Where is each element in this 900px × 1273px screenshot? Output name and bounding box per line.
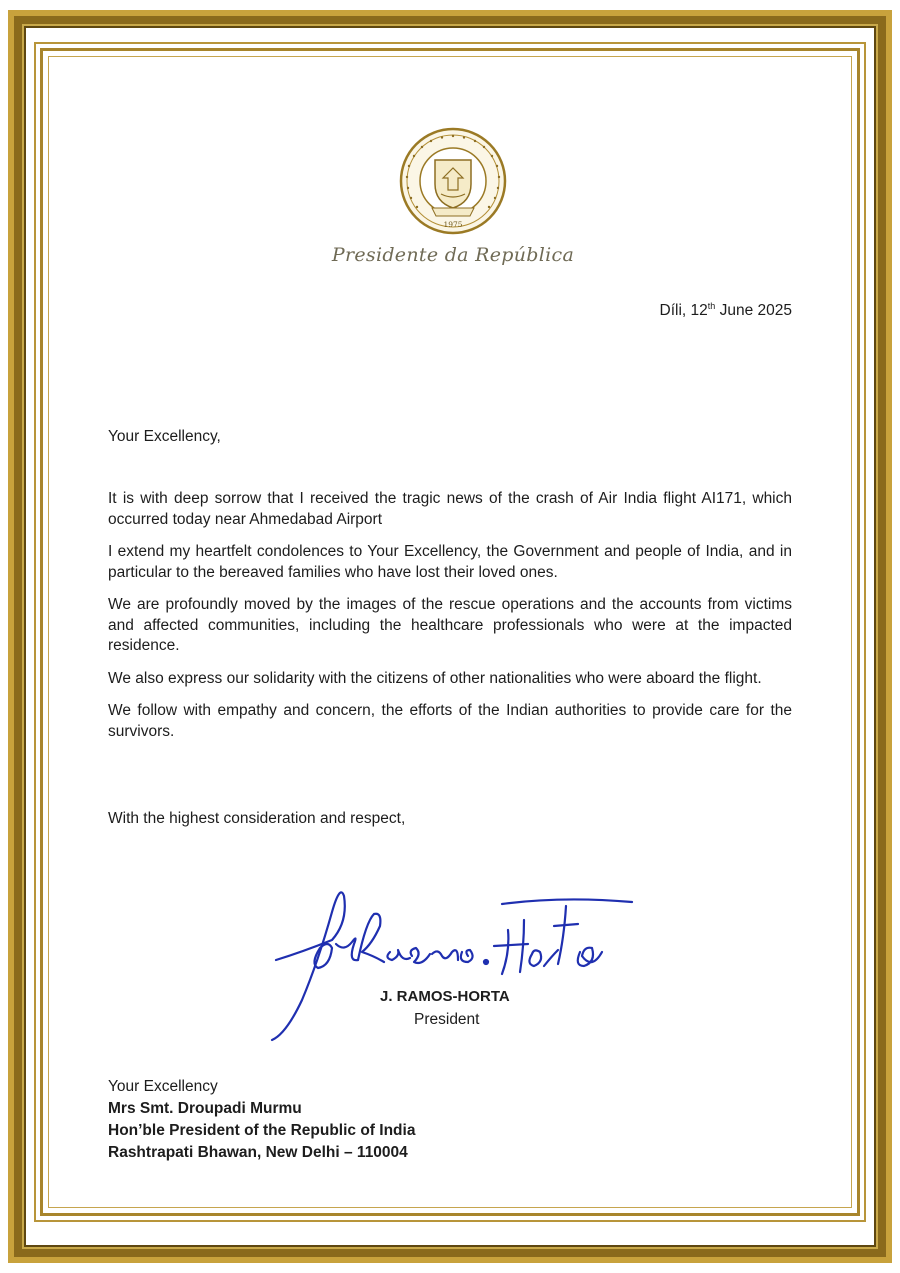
svg-text:1975: 1975 bbox=[443, 220, 463, 229]
recipient-address: Rashtrapati Bhawan, New Delhi – 110004 bbox=[108, 1144, 408, 1161]
closing-line: With the highest consideration and respect, bbox=[108, 810, 406, 827]
recipient-title: Hon’ble President of the Republic of India bbox=[108, 1122, 416, 1139]
recipient-name: Mrs Smt. Droupadi Murmu bbox=[108, 1100, 302, 1117]
body-paragraph: We are profoundly moved by the images of the rescue operations and the accounts from victims and affected communities, including the healthcare professionals who were at the impacted residence. bbox=[108, 596, 792, 654]
signer-name: J. RAMOS-HORTA bbox=[380, 988, 510, 1005]
recipient-line: Your Excellency bbox=[108, 1078, 218, 1095]
presidential-seal-icon bbox=[398, 126, 508, 236]
signer-title: President bbox=[414, 1011, 480, 1028]
body-paragraph: I extend my heartfelt condolences to Your Excellency, the Government and people of India, and in particular to the bereaved families who have lost their loved ones. bbox=[108, 543, 792, 581]
letter-body bbox=[108, 489, 792, 754]
body-paragraph: We also express our solidarity with the citizens of other nationalities who were aboard the flight. bbox=[108, 669, 762, 687]
letter-date: Díli, 12th June 2025 bbox=[659, 301, 792, 320]
letterhead-title: Presidente da República bbox=[331, 244, 575, 266]
body-paragraph: We follow with empathy and concern, the efforts of the Indian authorities to provide care for the survivors. bbox=[108, 702, 792, 740]
recipient-block bbox=[108, 1076, 415, 1164]
salutation: Your Excellency, bbox=[108, 428, 221, 445]
body-paragraph: It is with deep sorrow that I received the tragic news of the crash of Air India flight AI171, which occurred today near Ahmedabad Airport bbox=[108, 490, 792, 528]
